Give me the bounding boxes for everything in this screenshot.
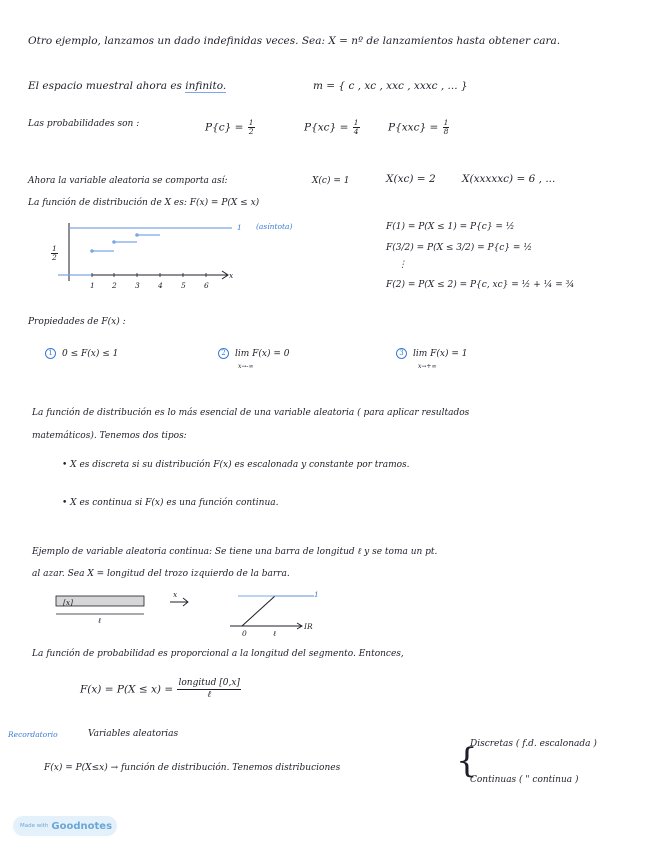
- fx-formula: [80, 678, 242, 701]
- property-3-sub: x→+∞: [418, 363, 437, 370]
- sample-space-set: m = { c , xc , xxc , xxxc , ... }: [313, 80, 468, 92]
- prob-c: P{c} = $\frac{1}{2}$: [205, 118, 254, 136]
- recap-line: F(x) = P(X≤x) → función de distribución. Tenemos distribuciones: [44, 763, 341, 773]
- property-3: 3 lim F(x) = 1: [396, 348, 467, 360]
- property-2-number: 2: [218, 348, 229, 359]
- recap-brace: {: [456, 741, 478, 781]
- x-tick-3: 3: [135, 281, 140, 290]
- fx-denominator: ℓ: [207, 690, 212, 700]
- step-2-dot: [112, 240, 116, 244]
- x-tick-6: 6: [204, 281, 209, 290]
- goodnotes-badge[interactable]: [13, 816, 117, 836]
- property-2: 2 lim F(x) = 0: [218, 348, 289, 360]
- property-2-sub: x→-∞: [238, 363, 254, 370]
- bullet-continuous: • X es continua si F(x) es una función continua.: [62, 498, 279, 508]
- graph2-one: 1: [314, 590, 319, 599]
- graph2-axis-label: IR: [304, 622, 313, 631]
- x-tick-1: 1: [90, 281, 95, 290]
- para1-line1: La función de distribución es lo más esencial de una variable aleatoria ( para aplicar resultados: [32, 408, 470, 418]
- bullet-discrete: • X es discreta si su distribución F(x) es escalonada y constante por tramos.: [62, 460, 410, 470]
- cdf2-ramp: [242, 596, 275, 626]
- f-of-2: F(2) = P(X ≤ 2) = P{c, xc} = ½ + ¼ = ¾: [386, 280, 575, 290]
- probs-label: Las probabilidades son :: [28, 119, 140, 129]
- step-3-dot: [135, 233, 139, 237]
- cdf-definition: La función de distribución de X es: F(x) = P(X ≤ x): [28, 198, 260, 208]
- sample-space-text: [28, 80, 226, 92]
- prob-xxc: P{xxc} = $\frac{1}{8}$: [388, 118, 449, 136]
- f-of-1: F(1) = P(X ≤ 1) = P{c} = ½: [386, 222, 515, 232]
- recap-discrete: Discretas ( f.d. escalonada ): [470, 739, 597, 749]
- badge-made-with: Made with: [20, 823, 49, 829]
- cont-line1: Ejemplo de variable aleatoria continua: Se tiene una barra de longitud ℓ y se toma un pt.: [32, 547, 438, 557]
- sample-space-label: El espacio muestral ahora es: [28, 80, 182, 92]
- step-1-dot: [90, 249, 94, 253]
- y-half-label: $\frac{1}{2}$: [52, 244, 57, 262]
- property-3-number: 3: [396, 348, 407, 359]
- rv-text: Ahora la variable aleatoria se comporta así:: [28, 176, 228, 186]
- infinite-word: infinito.: [185, 80, 227, 92]
- bar-label: [x]: [63, 598, 74, 607]
- recap-title: Variables aleatorias: [88, 729, 179, 739]
- x-axis-label: x: [229, 271, 234, 280]
- recap-continuous: Continuas ( " continua ): [470, 775, 579, 785]
- property-1: 1 0 ≤ F(x) ≤ 1: [45, 348, 118, 360]
- x-tick-2: 2: [112, 281, 117, 290]
- property-1-number: 1: [45, 348, 56, 359]
- bar-length-label: ℓ: [98, 616, 102, 625]
- x-tick-4: 4: [158, 281, 163, 290]
- asymptote-note: (asíntota): [256, 222, 293, 231]
- cdf-step-graph: [50, 215, 240, 295]
- fx-lhs: F(x) = P(X ≤ x) =: [80, 683, 174, 696]
- badge-brand: Goodnotes: [51, 820, 113, 832]
- prob-xc: P{xc} = $\frac{1}{4}$: [304, 118, 359, 136]
- cont-line2: al azar. Sea X = longitud del trozo izquierdo de la barra.: [32, 569, 290, 579]
- rv-x2: X(xc) = 2: [386, 173, 436, 185]
- asymptote-label: 1: [237, 223, 242, 232]
- rv-x6: X(xxxxxc) = 6 , ...: [462, 173, 556, 185]
- rv-x1: X(c) = 1: [312, 176, 350, 186]
- arrow-x-label: x: [173, 590, 178, 599]
- x-tick-5: 5: [181, 281, 186, 290]
- f-of-3-2: F(3/2) = P(X ≤ 3/2) = P{c} = ½: [386, 243, 533, 253]
- proportional-line: La función de probabilidad es proporcional a la longitud del segmento. Entonces,: [32, 649, 404, 659]
- bar-diagram: [52, 590, 212, 630]
- para1-line2: matemáticos). Tenemos dos tipos:: [32, 431, 187, 441]
- properties-title: Propiedades de F(x) :: [28, 317, 126, 327]
- fx-numerator: longitud [0,x]: [178, 678, 240, 688]
- recap-tag: Recordatorio: [8, 730, 58, 739]
- intro-text: Otro ejemplo, lanzamos un dado indefinidas veces. Sea: X = nº de lanzamientos hasta obtener cara.: [28, 35, 561, 47]
- graph2-l: ℓ: [273, 629, 277, 638]
- graph2-zero: 0: [242, 629, 247, 638]
- f-dots: ⋮: [398, 260, 407, 270]
